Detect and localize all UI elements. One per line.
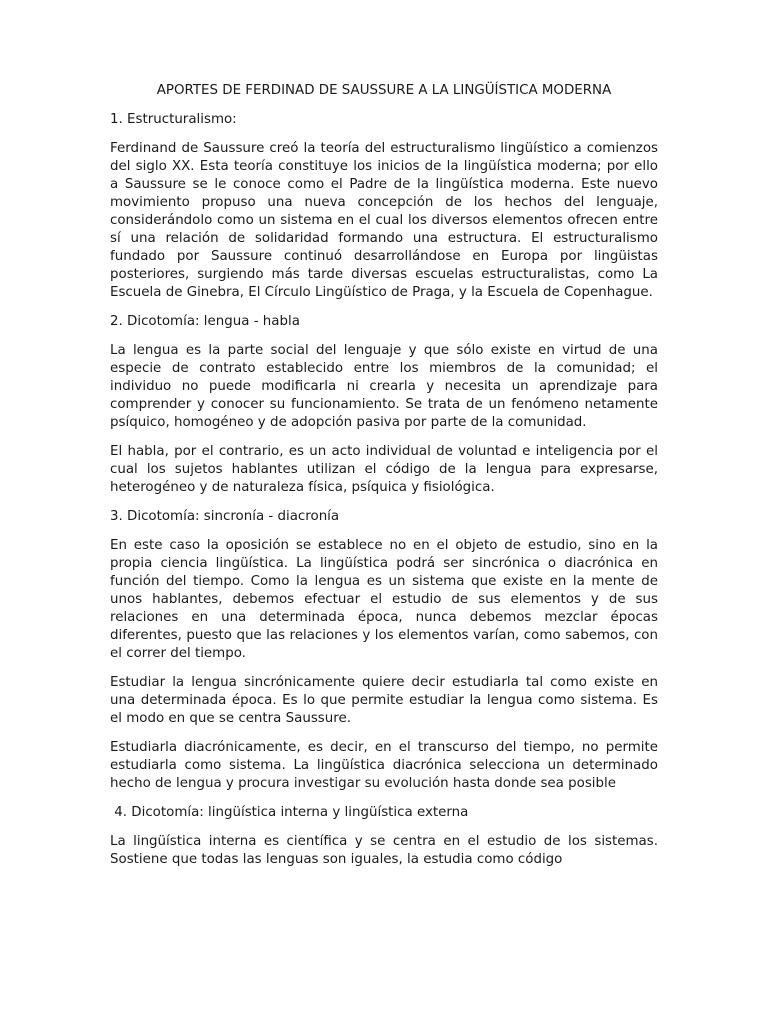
paragraph-linguistica-interna: La lingüística interna es científica y se centra en el estudio de los sistemas. Sostiene que todas las lenguas son iguales, la estudia como código	[110, 834, 658, 867]
section-heading-lengua-habla: 2. Dicotomía: lengua - habla	[110, 314, 300, 329]
paragraph-diacronicamente: Estudiarla diacrónicamente, es decir, en el transcurso del tiempo, no permite estudiarla como sistema. La lingüística diacrónica selecciona un determinado hecho de lengua y procura investigar su evolución hasta donde sea posible	[110, 740, 658, 791]
document-page	[110, 82, 658, 880]
document-title: APORTES DE FERDINAD DE SAUSSURE A LA LINGÜÍSTICA MODERNA	[156, 83, 612, 98]
section-heading-sincronia-diacronia: 3. Dicotomía: sincronía - diacronía	[110, 509, 340, 524]
section-heading-estructuralismo: 1. Estructuralismo:	[110, 112, 237, 127]
paragraph-habla: El habla, por el contrario, es un acto individual de voluntad e inteligencia por el cual los sujetos hablantes utilizan el código de la lengua para expresarse, heterogéneo y de naturaleza física, psíquica y fisiológica.	[110, 444, 658, 495]
paragraph-oposicion: En este caso la oposición se establece no en el objeto de estudio, sino en la propia ciencia lingüística. La lingüística podrá ser sincrónica o diacrónica en función del tiempo. Como la lengua es un sistema que existe en la mente de unos hablantes, debemos efectuar el estudio de sus elementos y de sus relaciones en una determinada época, nunca debemos mezclar épocas diferentes, puesto que las relaciones y los elementos varían, como sabemos, con el correr del tiempo.	[110, 538, 658, 661]
paragraph-lengua: La lengua es la parte social del lenguaje y que sólo existe en virtud de una especie de contrato establecido entre los miembros de la comunidad; el individuo no puede modificarla ni crearla y necesita un aprendizaje para comprender y conocer su funcionamiento. Se trata de un fenómeno netamente psíquico, homogéneo y de adopción pasiva por parte de la comunidad.	[110, 343, 658, 430]
paragraph-sincronicamente: Estudiar la lengua sincrónicamente quiere decir estudiarla tal como existe en una determinada época. Es lo que permite estudiar la lengua como sistema. Es el modo en que se centra Saussure.	[110, 675, 658, 726]
section-heading-interna-externa: 4. Dicotomía: lingüística interna y lingüística externa	[110, 805, 469, 820]
paragraph-estructuralismo: Ferdinand de Saussure creó la teoría del estructuralismo lingüístico a comienzos del siglo XX. Esta teoría constituye los inicios de la lingüística moderna; por ello a Saussure se le conoce como el Padre de la lingüística moderna. Este nuevo movimiento propuso una nueva concepción de los hechos del lenguaje, considerándolo como un sistema en el cual los diversos elementos ofrecen entre sí una relación de solidaridad formando una estructura. El estructuralismo fundado por Saussure continuó desarrollándose en Europa por lingüistas posteriores, surgiendo más tarde diversas escuelas estructuralistas, como La Escuela de Ginebra, El Círculo Lingüístico de Praga, y la Escuela de Copenhague.	[110, 141, 658, 300]
